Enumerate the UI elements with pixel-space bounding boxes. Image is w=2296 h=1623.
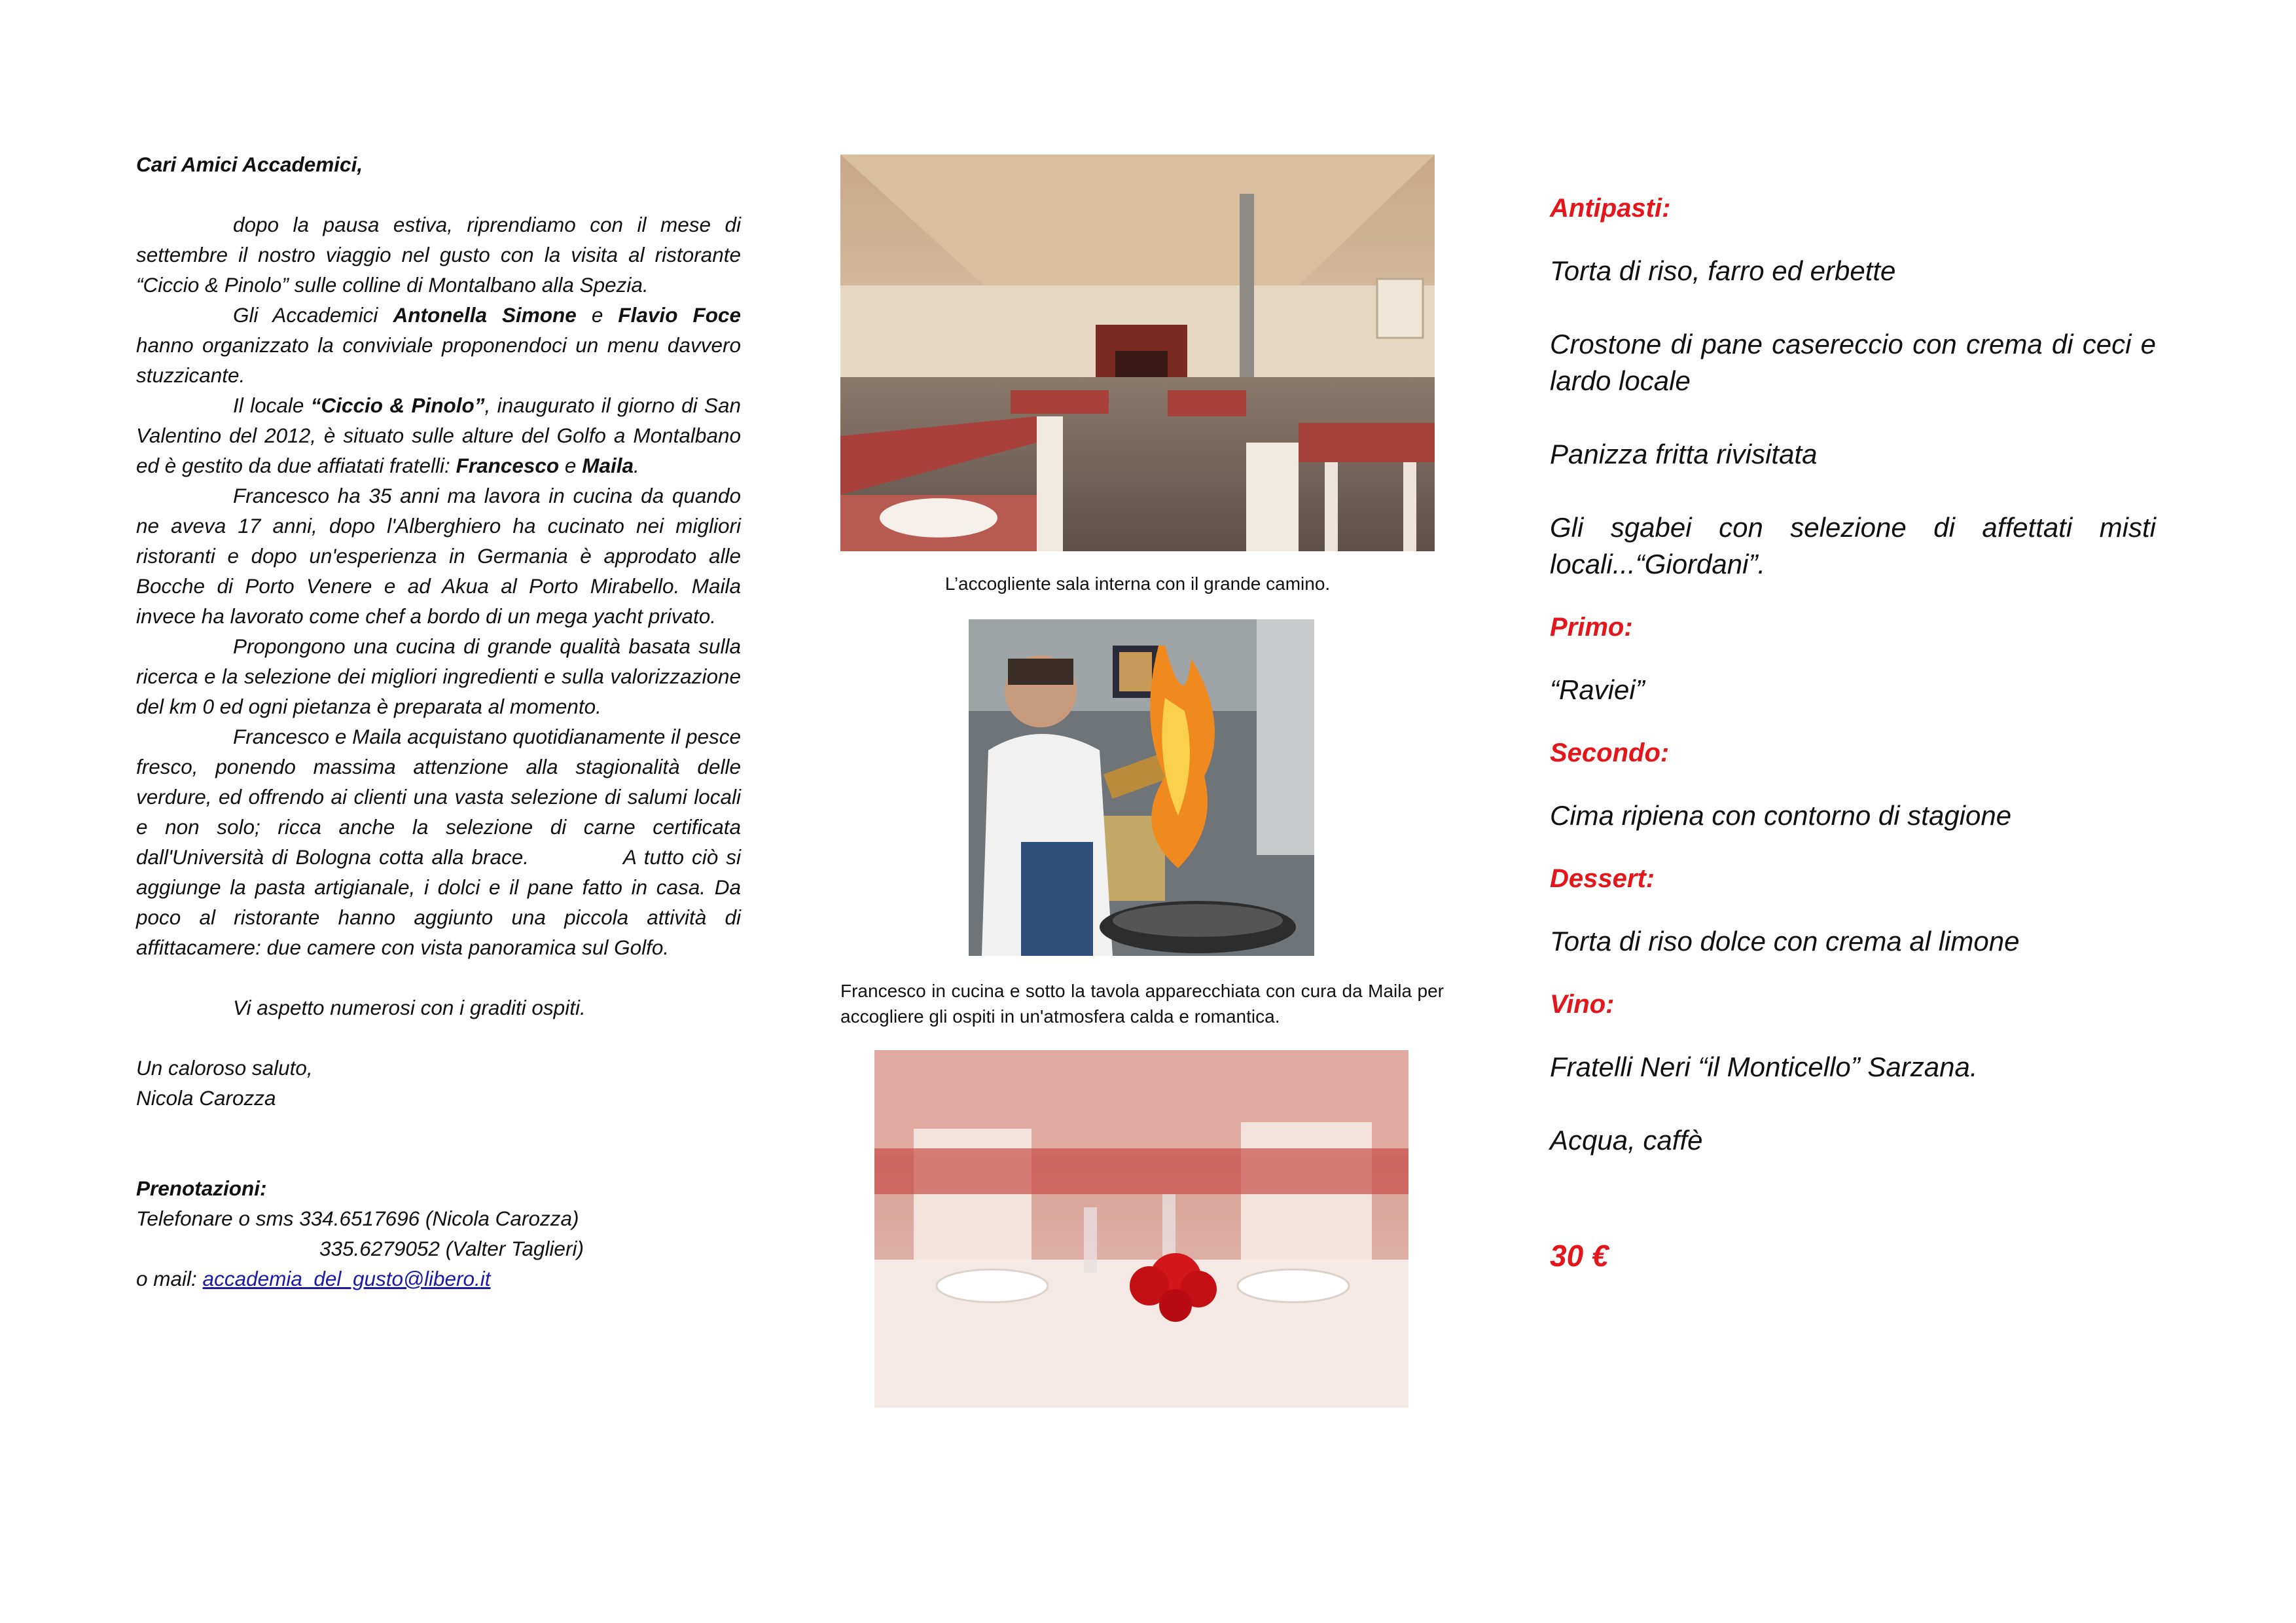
organizer-name-2: Flavio Foce (618, 303, 741, 327)
antipasto-item-3: Panizza fritta rivisitata (1550, 439, 1818, 469)
primo-item: “Raviei” (1550, 674, 1645, 705)
booking-mail: o mail: accademia_del_gusto@libero.it (136, 1267, 491, 1290)
letter-paragraph-6: Francesco e Maila acquistano quotidianamente il pesce fresco, ponendo massima attenzione alla stagionalità delle verdure, ed offrendo ai clienti una vasta selezione di salumi locali e non solo; ricca anche la selezione di carne certificata dall'Università di Bologna cotta alla brace. A tutto ciò si aggiunge la pasta artigianale, i dolci e il pane fatto in casa. Da poco al ristorante hanno aggiunto una piccola attività di affittacamere: due camere con vista panoramica sul Golfo. (136, 725, 742, 959)
email-link[interactable]: accademia_del_gusto@libero.it (202, 1267, 491, 1290)
booking-phone-1: Telefonare o sms 334.6517696 (Nicola Carozza) (136, 1207, 579, 1230)
letter-salute: Un caloroso saluto, (136, 1056, 313, 1080)
vino-item: Fratelli Neri “il Monticello” Sarzana. (1550, 1051, 1978, 1082)
photo2-caption: Francesco in cucina e sotto la tavola apparecchiata con cura da Maila per accogliere gli ospiti in un'atmosfera calda e romantica. (840, 981, 1444, 1027)
menu-price: 30 € (1550, 1239, 1609, 1273)
dessert-item: Torta di riso dolce con crema al limone (1550, 926, 2020, 957)
organizer-name-1: Antonella Simone (393, 303, 577, 327)
letter-paragraph-4: Francesco ha 35 anni ma lavora in cucina da quando ne aveva 17 anni, dopo l'Alberghiero ha cucinato nei migliori ristoranti e dopo un'esperienza in Germania è approdato alle Bocche di Porto Venere e ad Akua al Porto Mirabello. Maila invece ha lavorato come chef a bordo di un mega yacht privato. (136, 484, 741, 628)
letter-signature: Nicola Carozza (136, 1086, 276, 1110)
letter-paragraph-2: Gli Accademici Antonella Simone e Flavio Foce hanno organizzato la conviviale proponendoci un menu davvero stuzzicante. (136, 303, 741, 387)
antipasti-heading: Antipasti: (1550, 194, 1671, 223)
primo-heading: Primo: (1550, 613, 1633, 642)
antipasto-item-1: Torta di riso, farro ed erbette (1550, 255, 1896, 286)
antipasto-item-4: Gli sgabei con selezione di affettati misti locali...“Giordani”. (1550, 512, 2156, 579)
greeting: Cari Amici Accademici, (136, 153, 363, 176)
extra-item: Acqua, caffè (1550, 1125, 1703, 1156)
dining-room-photo (840, 155, 1435, 551)
chef-cooking-photo (969, 619, 1314, 956)
letter-closing: Vi aspetto numerosi con i graditi ospiti. (233, 996, 586, 1019)
dessert-heading: Dessert: (1550, 864, 1655, 893)
letter-paragraph-3: Il locale “Ciccio & Pinolo”, inaugurato il giorno di San Valentino del 2012, è situato sulle alture del Golfo a Montalbano ed è gestito da due affiatati fratelli: Francesco e Maila. (136, 393, 741, 477)
secondo-item: Cima ripiena con contorno di stagione (1550, 800, 2012, 831)
antipasto-item-2: Crostone di pane casereccio con crema di ceci e lardo locale (1550, 329, 2156, 396)
table-setting-photo (874, 1050, 1408, 1408)
photo1-caption: L’accogliente sala interna con il grande camino. (944, 574, 1331, 594)
letter-column (136, 149, 741, 1294)
vino-heading: Vino: (1550, 990, 1615, 1019)
secondo-heading: Secondo: (1550, 739, 1670, 767)
menu-column (1550, 190, 2156, 1274)
booking-title: Prenotazioni: (136, 1176, 267, 1200)
letter-paragraph-5: Propongono una cucina di grande qualità basata sulla ricerca e la selezione dei migliori ingredienti e sulla valorizzazione del km 0 ed ogni pietanza è preparata al momento. (136, 634, 741, 718)
restaurant-name: “Ciccio & Pinolo” (310, 393, 485, 417)
booking-phone-2: 335.6279052 (Valter Taglieri) (319, 1237, 584, 1260)
letter-paragraph-1: dopo la pausa estiva, riprendiamo con il mese di settembre il nostro viaggio nel gusto con la visita al ristorante “Ciccio & Pinolo” sulle colline di Montalbano alla Spezia. (136, 213, 741, 297)
